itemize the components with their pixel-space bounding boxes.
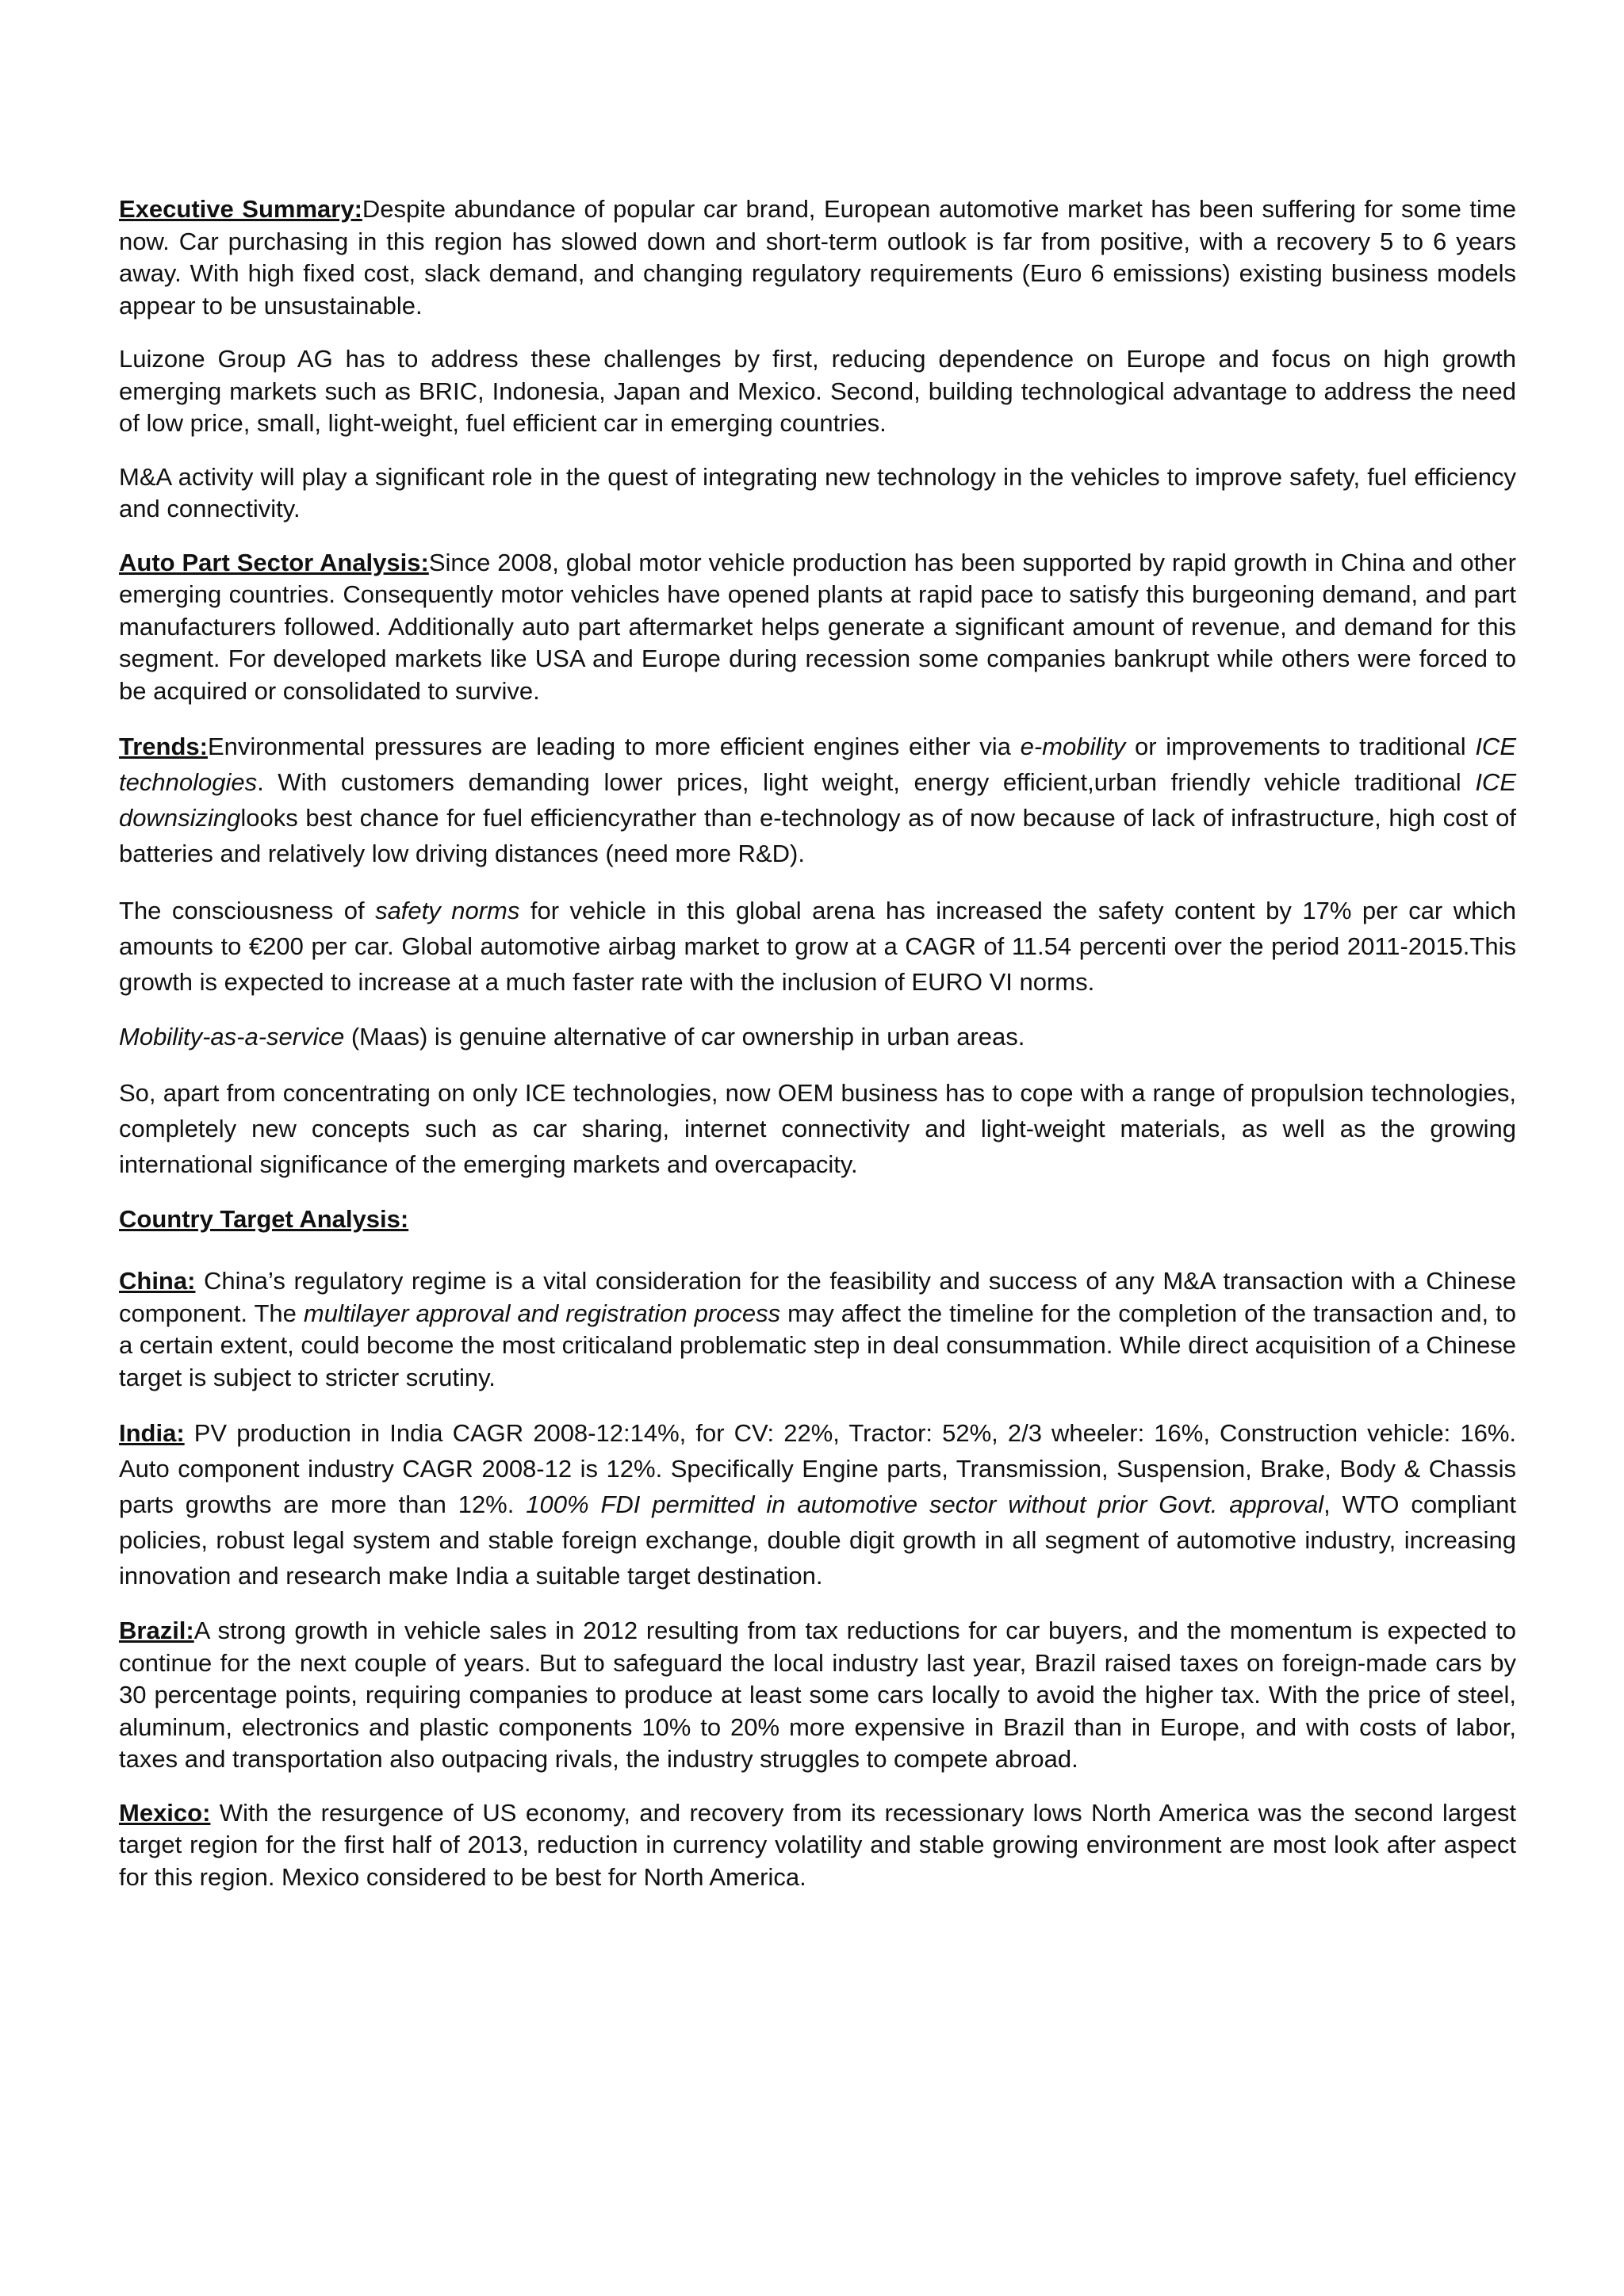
oem-paragraph: So, apart from concentrating on only ICE technologies, now OEM business has to cope with a range of propulsion technologies, completely new concepts such as car sharing, internet connectivity and light-weight materials, as well as the growing international significance of the emerging markets and overcapacity.: [119, 1078, 1516, 1178]
india-text: , WTO compliant policies, robust legal system and stable foreign exchange, double digit growth in all segment of automotive industry, increasing innovation and research make India a suitable target destination.: [119, 1490, 1516, 1590]
maas-term: Mobility-as-a-service: [119, 1023, 345, 1050]
auto-part-text: Since 2008, global motor vehicle production has been supported by rapid growth in China and other emerging countries. Consequently motor vehicles have opened plants at rapid pace to satisfy this burgeoning demand, and part manufacturers followed. Additionally auto part aftermarket helps generate a significant amount of revenue, and demand for this segment. For developed markets like USA and Europe during recession some companies bankrupt while others were forced to be acquired or consolidated to survive.: [119, 548, 1516, 705]
brazil-heading: Brazil:: [119, 1617, 194, 1644]
executive-summary-paragraph: [119, 193, 1516, 322]
ice-technologies-term: ICE technologies: [119, 733, 1516, 796]
mexico-paragraph: [119, 1797, 1516, 1894]
maas-text: (Maas) is genuine alternative of car ownership in urban areas.: [344, 1023, 1025, 1050]
document-page: [119, 193, 1516, 1915]
china-paragraph: [119, 1265, 1516, 1394]
mexico-heading: Mexico:: [119, 1798, 211, 1827]
trends-text: or improvements to traditional: [1125, 733, 1476, 760]
maas-paragraph: [119, 1021, 1516, 1054]
trends-text: . With customers demanding lower prices, light weight, energy efficient,urban friendly vehicle traditional: [257, 768, 1476, 796]
brazil-text: A strong growth in vehicle sales in 2012 resulting from tax reductions for car buyers, and the momentum is expected to continue for the next couple of years. But to safeguard the local industry last year, Brazil raised taxes on foreign-made cars by 30 percentage points, requiring companies to produce at least some cars locally to avoid the higher tax. With the price of steel, aluminum, electronics and plastic components 10% to 20% more expensive in Brazil than in Europe, and with costs of labor, taxes and transportation also outpacing rivals, the industry struggles to compete abroad.: [119, 1617, 1516, 1773]
china-text: may affect the timeline for the completion of the transaction and, to a certain extent, could become the most criticaland problematic step in deal consummation. While direct acquisition of a Chinese target is subject to stricter scrutiny.: [119, 1299, 1516, 1391]
india-text: PV production in India CAGR 2008-12:14%, for CV: 22%, Tractor: 52%, 2/3 wheeler: 16%, Construction vehicle: 16%. Auto component industry CAGR 2008-12 is 12%. Specifically Engine parts, Transmission, Suspension, Brake, Body & Chassis parts growths are more than 12%.: [119, 1419, 1516, 1518]
trends-paragraph: [119, 729, 1516, 871]
safety-norms-term: safety norms: [375, 897, 520, 924]
mexico-text: With the resurgence of US economy, and recovery from its recessionary lows North America was the second largest target region for the first half of 2013, reduction in currency volatility and stable growing environment are most look after aspect for this region. Mexico considered to be best for North America.: [119, 1798, 1516, 1891]
trends-text: looks best chance for fuel efficiencyrather than e-technology as of now because of lack of infrastructure, high cost of batteries and relatively low driving distances (need more R&D).: [119, 804, 1516, 867]
executive-summary-text: Despite abundance of popular car brand, European automotive market has been suffering for some time now. Car purchasing in this region has slowed down and short-term outlook is far from positive, with a recovery 5 to 6 years away. With high fixed cost, slack demand, and changing regulatory requirements (Euro 6 emissions) existing business models appear to be unsustainable.: [119, 195, 1517, 320]
brazil-paragraph: [119, 1615, 1516, 1776]
india-paragraph: [119, 1415, 1516, 1594]
safety-text: The consciousness of: [119, 897, 376, 924]
ma-activity-paragraph: M&A activity will play a significant role in the quest of integrating new technology in the vehicles to improve safety, fuel efficiency and connectivity.: [119, 462, 1516, 522]
country-target-paragraph: [119, 1203, 1516, 1236]
country-target-heading: Country Target Analysis:: [119, 1204, 409, 1233]
safety-norms-paragraph: [119, 893, 1516, 1000]
auto-part-paragraph: [119, 547, 1516, 708]
china-heading: China:: [119, 1267, 196, 1295]
india-heading: India:: [119, 1419, 185, 1447]
approval-process-term: multilayer approval and registration process: [303, 1299, 781, 1327]
china-text: China’s regulatory regime is a vital consideration for the feasibility and success of any M&A transaction with a Chinese component. The: [119, 1267, 1516, 1327]
auto-part-heading: Auto Part Sector Analysis:: [119, 548, 429, 576]
trends-heading: Trends:: [119, 733, 208, 760]
fdi-term: 100% FDI permitted in automotive sector without prior Govt. approval: [526, 1490, 1324, 1518]
luizone-strategy-paragraph: Luizone Group AG has to address these challenges by first, reducing dependence on Europe and focus on high growth emerging markets such as BRIC, Indonesia, Japan and Mexico. Second, building technological advantage to address the need of low price, small, light-weight, fuel efficient car in emerging countries.: [119, 345, 1516, 437]
e-mobility-term: e-mobility: [1020, 733, 1126, 760]
executive-summary-heading: Executive Summary:: [119, 195, 362, 223]
safety-text: for vehicle in this global arena has increased the safety content by 17% per car which amounts to €200 per car. Global automotive airbag market to grow at a CAGR of 11.54 percenti over the period 2011-2015.This growth is expected to increase at a much faster rate with the inclusion of EURO VI norms.: [119, 897, 1516, 996]
trends-text: Environmental pressures are leading to more efficient engines either via: [207, 733, 1021, 760]
ice-downsizing-term: ICE downsizing: [119, 768, 1516, 832]
